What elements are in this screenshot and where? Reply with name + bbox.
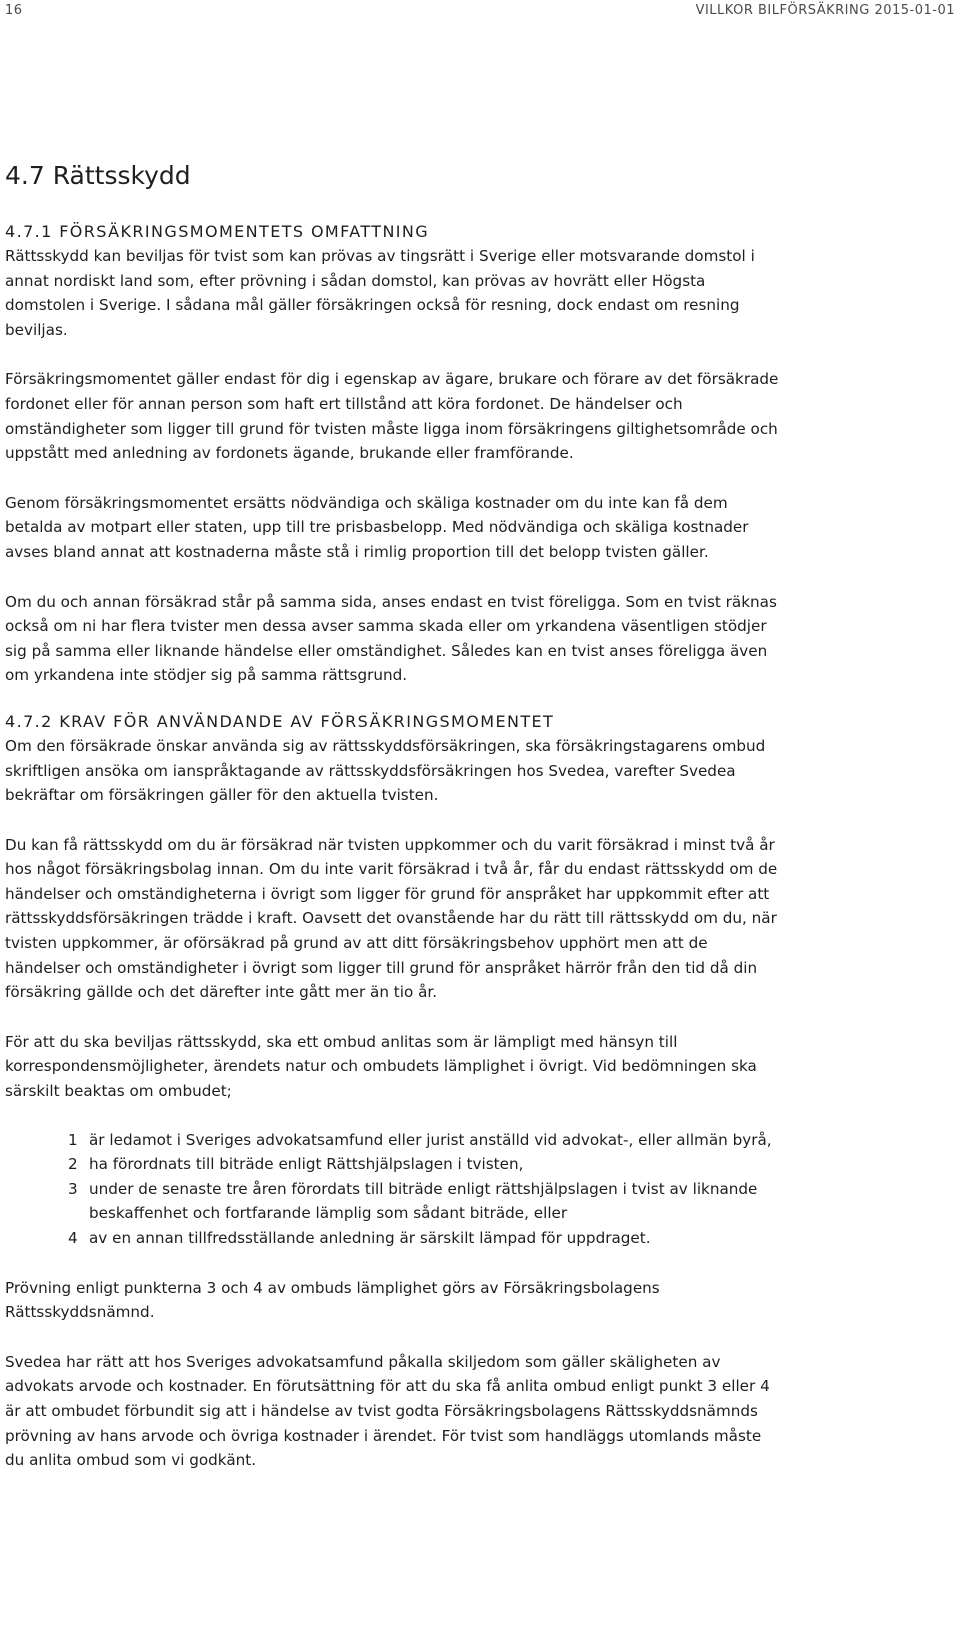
section-heading: 4.7.1 FÖRSÄKRINGSMOMENTETS OMFATTNING [5, 222, 430, 241]
conditions-list [5, 1128, 785, 1251]
list-item-text: är ledamot i Sveriges advokatsamfund eller jurist anställd vid advokat-, eller allmän byrå, [89, 1130, 772, 1149]
list-item [68, 1152, 785, 1177]
paragraph: För att du ska beviljas rättsskydd, ska ett ombud anlitas som är lämpligt med hänsyn till korrespondensmöjligheter, ärendets natur och ombudets lämplighet i övrigt. Vid bedömningen ska särskilt beaktas om ombudet; [5, 1032, 757, 1101]
paragraph: Om den försäkrade önskar använda sig av rättsskyddsförsäkringen, ska försäkringstagarens ombud skriftligen ansöka om ianspråktagande av rättsskyddsförsäkringen hos Svedea, varefter Svedea bekräftar om försäkringen gäller för den aktuella tvisten. [5, 736, 766, 805]
paragraph: Du kan få rättsskydd om du är försäkrad när tvisten uppkommer och du varit försäkrad i minst två år hos något försäkringsbolag innan. Om du inte varit försäkrad i två år, får du endast rättsskydd om de händelser och omständigheterna i övrigt som ligger för grund för anspråket har uppkommit efter att rättsskyddsförsäkringen trädde i kraft. Oavsett det ovanstående har du rätt till rättsskydd om du, när tvisten uppkommer, är oförsäkrad på grund av att ditt försäkringsbehov upphört men att de händelser och omständigheter i övrigt som ligger till grund för anspråket härrör från den tid då din försäkring gällde och det därefter inte gått mer än tio år. [5, 835, 778, 1002]
list-item-text: under de senaste tre åren förordats till biträde enligt rättshjälpslagen i tvist av liknande beskaffenhet och fortfarande lämplig som sådant biträde, eller [89, 1179, 758, 1223]
paragraph: Försäkringsmomentet gäller endast för dig i egenskap av ägare, brukare och förare av det försäkrade fordonet eller för annan person som haft ert tillstånd att köra fordonet. De händelser och omständigheter som ligger till grund för tvisten måste ligga inom försäkringens giltighetsområde och uppstått med anledning av fordonets ägande, brukande eller framförande. [5, 370, 779, 463]
page-header [5, 3, 955, 23]
list-item-text: ha förordnats till biträde enligt Rättshjälpslagen i tvisten, [89, 1155, 524, 1174]
paragraph: Genom försäkringsmomentet ersätts nödvändiga och skäliga kostnader om du inte kan få dem betalda av motpart eller staten, upp till tre prisbasbelopp. Med nödvändiga och skäliga kostnader avses bland annat att kostnaderna måste stå i rimlig proportion till det belopp tvisten gäller. [5, 493, 749, 561]
paragraph: Rättsskydd kan beviljas för tvist som kan prövas av tingsrätt i Sverige eller motsvarande domstol i annat nordiskt land som, efter prövning i sådan domstol, kan prövas av hovrätt eller Högsta domstolen i Sverige. I sådana mål gäller försäkringen också för resning, dock endast om resning beviljas. [5, 247, 755, 339]
section-requirements [5, 710, 785, 1473]
list-item-text: av en annan tillfredsställande anledning är särskilt lämpad för uppdraget. [89, 1229, 651, 1247]
paragraph: Svedea har rätt att hos Sveriges advokatsamfund påkalla skiljedom som gäller skäligheten av advokats arvode och kostnader. En förutsättning för att du ska få anlita ombud enligt punkt 3 eller 4 är att ombudet förbundit sig att i händelse av tvist godta Försäkringsbolagens Rättsskyddsnämnds prövning av hans arvode och övriga kostnader i ärendet. För tvist som handläggs utomlands måste du anlita ombud som vi godkänt. [5, 1352, 770, 1470]
list-item [68, 1128, 785, 1153]
section-heading: 4.7.2 KRAV FÖR ANVÄNDANDE AV FÖRSÄKRINGSMOMENTET [5, 711, 555, 731]
running-title: VILLKOR BILFÖRSÄKRING 2015-01-01 [695, 3, 955, 18]
document-body [5, 158, 785, 1473]
list-item [68, 1177, 785, 1226]
list-item [68, 1226, 785, 1251]
chapter-title: 4.7 Rättsskydd [5, 161, 191, 190]
list-item-number: 1 [68, 1130, 78, 1149]
paragraph: Prövning enligt punkterna 3 och 4 av ombuds lämplighet görs av Försäkringsbolagens Rättsskyddsnämnd. [5, 1278, 660, 1322]
section-scope [5, 220, 785, 688]
page-number: 16 [5, 3, 23, 18]
list-item-number: 4 [68, 1229, 78, 1247]
paragraph: Om du och annan försäkrad står på samma sida, anses endast en tvist föreligga. Som en tvist räknas också om ni har flera tvister men dessa avser samma skada eller om yrkandena väsentligen stödjer sig på samma eller liknande händelse eller omständighet. Således kan en tvist anses föreligga även om yrkandena inte stödjer sig på samma rättsgrund. [5, 592, 777, 685]
list-item-number: 3 [68, 1179, 78, 1198]
list-item-number: 2 [68, 1155, 78, 1174]
